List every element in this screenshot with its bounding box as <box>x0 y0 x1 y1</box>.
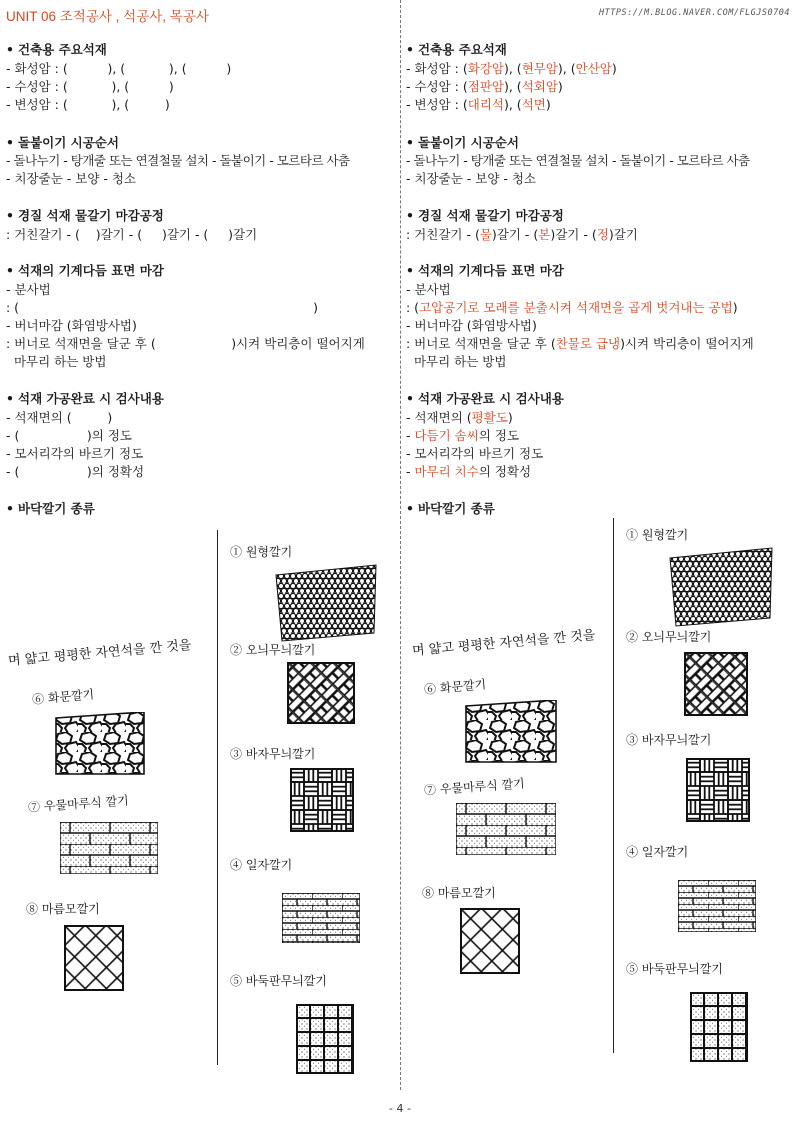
answer-line: - 석재면의 (평활도) <box>406 410 513 425</box>
text-line: - 치장줄눈 - 보양 - 청소 <box>406 171 536 186</box>
figure-caption: 며 얇고 평평한 자연석을 깐 것을 <box>411 627 597 659</box>
section-title: • 석재 가공완료 시 검사내용 <box>6 390 164 408</box>
pattern-label: ⑧ 마름모깔기 <box>26 902 100 916</box>
figure-divider <box>217 530 218 1065</box>
answer-line: - 화성암 : (화강암), (현무암), (안산암) <box>406 61 617 76</box>
answer-line: - 마무리 치수의 정확성 <box>406 464 532 479</box>
pattern-label: ① 원형깔기 <box>626 528 689 542</box>
answer-line: - 다듬기 솜씨의 정도 <box>406 428 520 443</box>
answer-line: : 거친갈기 - (물)갈기 - (본)갈기 - (정)갈기 <box>406 227 638 242</box>
text-line: - 버너마감 (화염방사법) <box>6 318 137 333</box>
text-line: - 분사법 <box>406 282 451 297</box>
section-title: • 바닥깔기 종류 <box>6 500 95 518</box>
basket-pattern-image <box>290 768 354 832</box>
section-title: • 돌붙이기 시공순서 <box>406 134 519 152</box>
text-line: : 거친갈기 - ( )갈기 - ( )갈기 - ( )갈기 <box>6 227 258 242</box>
pattern-label: ③ 바자무늬깔기 <box>230 747 316 761</box>
straight-pattern-image <box>678 880 756 932</box>
wellfloor-pattern-image <box>60 822 158 874</box>
text-line: - 치장줄눈 - 보양 - 청소 <box>6 171 136 186</box>
pattern-label: ④ 일자깔기 <box>230 858 293 872</box>
figure-divider <box>613 518 614 1053</box>
section-title: • 경질 석재 물갈기 마감공정 <box>6 207 164 225</box>
text-line: - 석재면의 ( ) <box>6 410 113 425</box>
text-line: 마무리 하는 방법 <box>6 354 107 369</box>
wellfloor-pattern-image <box>456 803 556 855</box>
flower-pattern-image <box>464 700 558 764</box>
flower-pattern-image <box>54 712 146 776</box>
checkerboard-pattern-image <box>690 992 748 1062</box>
section-title: • 건축용 주요석재 <box>406 41 507 59</box>
section-title: • 석재의 기계다듬 표면 마감 <box>406 262 564 280</box>
text-line: - ( )의 정도 <box>6 428 132 443</box>
text-line: - 모서리각의 바르기 정도 <box>6 446 144 461</box>
answer-line: : 버너로 석재면을 달군 후 (찬물로 급냉)시켜 박리층이 떨어지게 <box>406 336 754 351</box>
section-title: • 돌붙이기 시공순서 <box>6 134 119 152</box>
answer-line: - 수성암 : (점판암), (석회암) <box>406 79 563 94</box>
section-title: • 석재의 기계다듬 표면 마감 <box>6 262 164 280</box>
figure-caption: 며 얇고 평평한 자연석을 깐 것을 <box>7 637 193 669</box>
section-title: • 건축용 주요석재 <box>6 41 107 59</box>
page-number: - 4 - <box>389 1102 411 1115</box>
answer-line: : (고압공기로 모래를 분출시켜 석재면을 곱게 벗겨내는 공법) <box>406 300 738 315</box>
text-line: - 화성암 : ( ), ( ), ( ) <box>6 61 232 76</box>
checkerboard-pattern-image <box>296 1004 354 1074</box>
text-line: 마무리 하는 방법 <box>406 354 507 369</box>
column-divider <box>400 0 401 1090</box>
section-title: • 바닥깔기 종류 <box>406 500 495 518</box>
text-line: - 버너마감 (화염방사법) <box>406 318 537 333</box>
straight-pattern-image <box>282 893 360 943</box>
diamond-pattern-image <box>460 908 520 974</box>
pattern-label: ⑦ 우물마루식 깔기 <box>423 776 526 798</box>
pattern-label: ② 오늬무늬깔기 <box>230 643 316 657</box>
section-title: • 석재 가공완료 시 검사내용 <box>406 390 564 408</box>
answer-line: - 변성암 : (대리석), (석면) <box>406 97 551 112</box>
pattern-label: ⑤ 바둑판무늬깔기 <box>230 974 327 988</box>
herringbone-pattern-image <box>684 652 748 716</box>
source-url: HTTPS://M.BLOG.NAVER.COM/FLGJS0704 <box>599 8 790 18</box>
text-line: - 돌나누기 - 탕개줄 또는 연결철물 설치 - 돌붙이기 - 모르타르 사춤 <box>406 153 750 168</box>
circular-pattern-image <box>666 546 774 628</box>
pattern-label: ⑧ 마름모깔기 <box>422 886 496 900</box>
text-line: - 분사법 <box>6 282 51 297</box>
pattern-label: ⑦ 우물마루식 깔기 <box>27 793 130 815</box>
pattern-label: ⑥ 화문깔기 <box>423 677 487 697</box>
section-title: • 경질 석재 물갈기 마감공정 <box>406 207 564 225</box>
basket-pattern-image <box>686 758 750 822</box>
pattern-label: ② 오늬무늬깔기 <box>626 630 712 644</box>
text-line: - 변성암 : ( ), ( ) <box>6 97 170 112</box>
text-line: - 모서리각의 바르기 정도 <box>406 446 544 461</box>
pattern-label: ① 원형깔기 <box>230 545 293 559</box>
circular-pattern-image <box>272 563 378 643</box>
text-line: : 버너로 석재면을 달군 후 ( )시켜 박리층이 떨어지게 <box>6 336 365 351</box>
text-line: - 수성암 : ( ), ( ) <box>6 79 174 94</box>
pattern-label: ⑤ 바둑판무늬깔기 <box>626 962 723 976</box>
text-line: : ( ) <box>6 300 318 315</box>
pattern-label: ⑥ 화문깔기 <box>31 687 95 707</box>
herringbone-pattern-image <box>287 662 355 724</box>
unit-title: UNIT 06 조적공사 , 석공사, 목공사 <box>6 9 209 24</box>
pattern-label: ④ 일자깔기 <box>626 845 689 859</box>
text-line: - 돌나누기 - 탕개줄 또는 연결철물 설치 - 돌붙이기 - 모르타르 사춤 <box>6 153 350 168</box>
diamond-pattern-image <box>64 925 124 991</box>
pattern-label: ③ 바자무늬깔기 <box>626 733 712 747</box>
text-line: - ( )의 정확성 <box>6 464 145 479</box>
